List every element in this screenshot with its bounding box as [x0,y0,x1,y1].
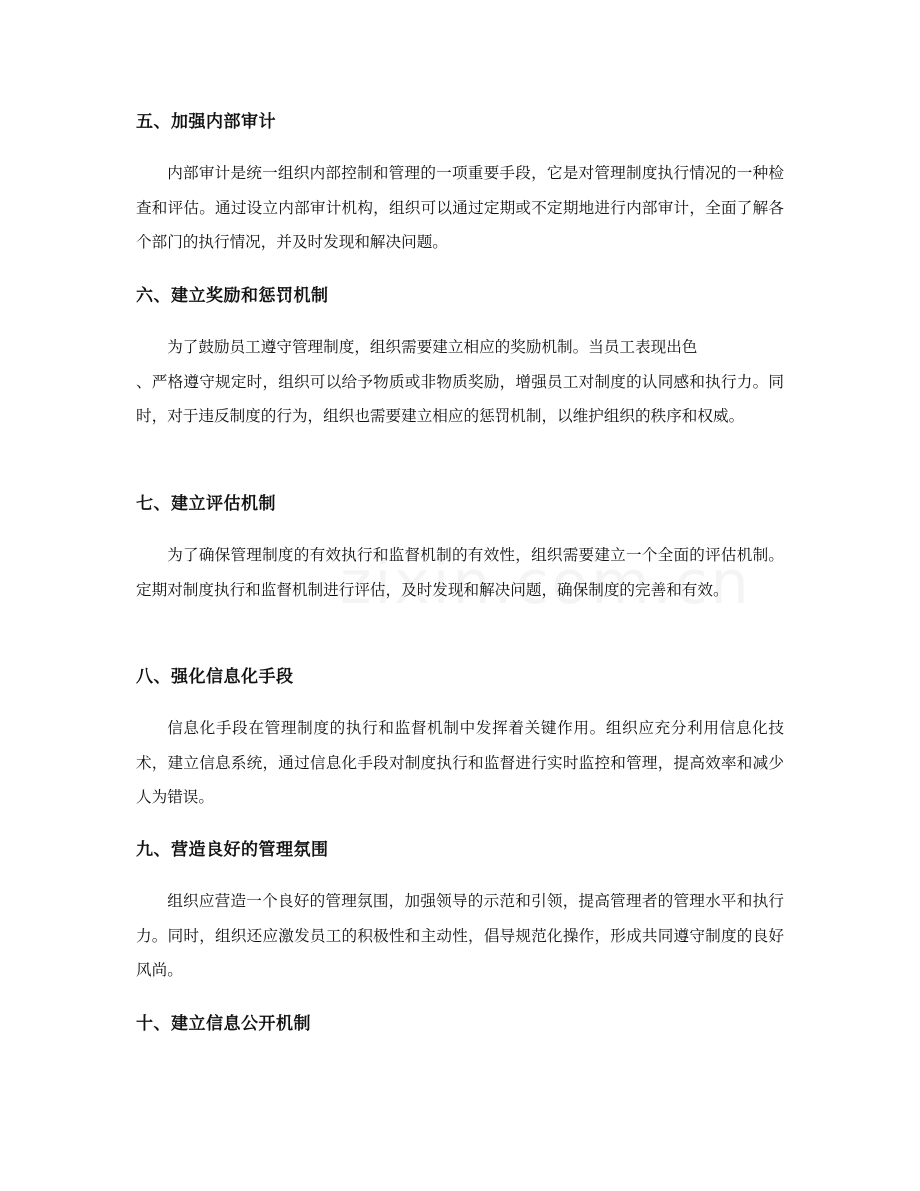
section-heading-8: 八、强化信息化手段 [136,667,294,687]
section-paragraph-7: 为了确保管理制度的有效执行和监督机制的有效性，组织需要建立一个全面的评估机制。定期对制度执行和监督机制进行评估，及时发现和解决问题，确保制度的完善和有效。 [136,546,784,599]
section-paragraph-6: 为了鼓励员工遵守管理制度，组织需要建立相应的奖励机制。当员工表现出色 、严格遵守规定时，组织可以给予物质或非物质奖励，增强员工对制度的认同感和执行力。同时，对于违反制度的行为，组织也需要建立相应的惩罚机制，以维护组织的秩序和权威。 [136,338,784,425]
section-heading-5: 五、加强内部审计 [136,112,276,132]
section-paragraph-9: 组织应营造一个良好的管理氛围，加强领导的示范和引领，提高管理者的管理水平和执行力。同时，组织还应激发员工的积极性和主动性，倡导规范化操作，形成共同遵守制度的良好风尚。 [136,892,784,979]
section-paragraph-8: 信息化手段在管理制度的执行和监督机制中发挥着关键作用。组织应充分利用信息化技术，建立信息系统，通过信息化手段对制度执行和监督进行实时监控和管理，提高效率和减少人为错误。 [136,719,784,806]
section-heading-10: 十、建立信息公开机制 [136,1014,311,1034]
section-heading-9: 九、营造良好的管理氛围 [136,840,329,860]
section-paragraph-5: 内部审计是统一组织内部控制和管理的一项重要手段，它是对管理制度执行情况的一种检查和评估。通过设立内部审计机构，组织可以通过定期或不定期地进行内部审计，全面了解各个部门的执行情况，并及时发现和解决问题。 [136,164,784,251]
section-heading-6: 六、建立奖励和惩罚机制 [136,286,329,306]
section-heading-7: 七、建立评估机制 [136,494,276,514]
